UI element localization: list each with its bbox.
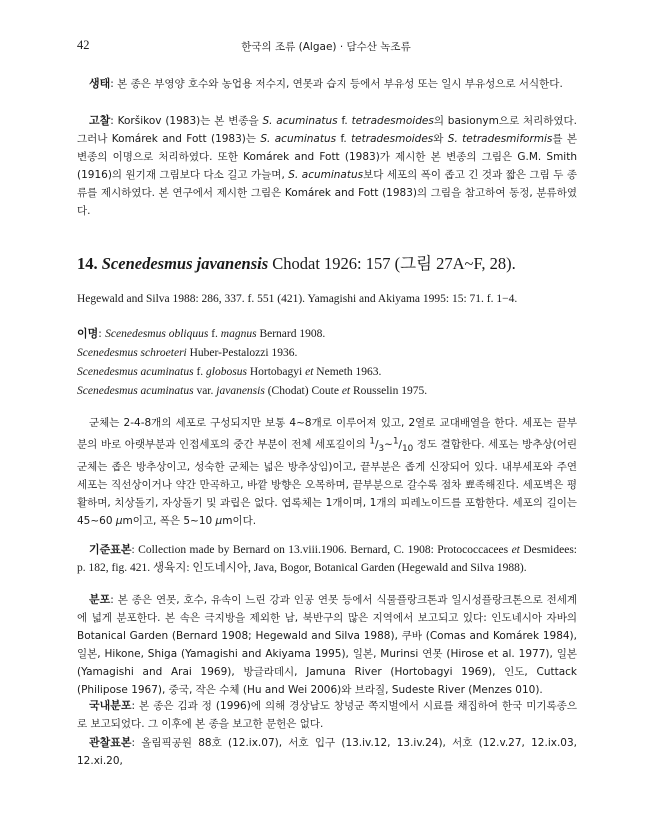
authority: Hortobagyi xyxy=(246,366,306,378)
rank: f. xyxy=(193,366,207,378)
authority-et: et xyxy=(305,366,314,378)
distribution-paragraph xyxy=(77,591,577,699)
remarks-text: 보다 세포의 폭이 좁고 긴 것과 짧은 그림 두 종류를 제시하였다. 본 연구에서 제시한 그림은 Komárek and Fott (1983)의 그림을 참고하여 동정, 분류하였다. xyxy=(77,169,577,217)
authority-et: et xyxy=(341,385,351,397)
colon-separator: : xyxy=(98,328,106,340)
authority: Rousselin 1975. xyxy=(350,385,428,397)
page-header xyxy=(77,38,575,54)
fraction-denominator: 10 xyxy=(402,443,414,454)
taxon-name: S. tetradesmiformis xyxy=(447,133,553,145)
taxon-name: S. acuminatus xyxy=(262,115,338,127)
fraction: $^1/_3$ xyxy=(369,436,385,454)
taxon-name: Scenedesmus schroeteri xyxy=(77,347,187,359)
synonym-line xyxy=(77,382,577,401)
micro-symbol: μ xyxy=(215,514,223,527)
korea-distribution-text: : 본 종은 김과 정 (1996)에 의해 경상남도 창녕군 쪽지벌에서 시료를 채집하여 한국 미기록종으로 보고되었다. 그 이후에 본 종을 보고한 문헌은 없다. xyxy=(77,700,577,730)
rank: var. xyxy=(193,385,217,397)
habitat-text: : 본 종은 부영양 호수와 농업용 저수지, 연못과 습지 등에서 부유성 또는 일시 부유성으로 서식한다. xyxy=(110,78,563,90)
type-specimen-paragraph xyxy=(77,541,577,577)
species-name: Scenedesmus javanensis xyxy=(101,254,269,273)
taxon-name: S. acuminatus xyxy=(288,169,364,181)
taxon-name: magnus xyxy=(220,328,257,340)
fraction-numerator: 1 xyxy=(392,436,399,446)
description-text: m이고, 폭은 5~10 xyxy=(122,514,216,527)
remarks-text: f. xyxy=(336,133,352,145)
type-specimen-text: Desmidees: p. 182, fig. 421. 생육지: 인도네시아, Java, Bogor, Botanical Garden (Hegewald and Silva 1988). xyxy=(77,544,578,574)
remarks-text: : Koršikov (1983)는 본 변종을 xyxy=(110,115,263,127)
synonyms-block xyxy=(77,324,577,401)
synonym-line xyxy=(77,324,577,344)
remarks-text: 의 basionym으로 처리하였다. 그러나 Komárek and Fott (1983)는 xyxy=(77,115,577,145)
fraction: $^1/_{10}$ xyxy=(392,436,414,454)
taxon-name: S. acuminatus xyxy=(260,133,337,145)
synonyms-label: 이명 xyxy=(77,327,99,340)
authority-et: et xyxy=(511,544,520,556)
fraction-denominator: 3 xyxy=(378,443,385,454)
fraction-numerator: 1 xyxy=(369,436,375,446)
page-number: 42 xyxy=(77,38,90,52)
literature-references: Hegewald and Silva 1988: 286, 337. f. 551 (421). Yamagishi and Akiyama 1995: 15: 71. f. 1−4. xyxy=(77,293,518,305)
specimens-text: : 올림픽공원 88호 (12.ix.07), 서호 입구 (13.iv.12, 13.iv.24), 서호 (12.v.27, 12.ix.03, 12.xi.20, xyxy=(77,737,577,767)
synonym-line xyxy=(77,363,577,382)
taxon-name: tetradesmoides xyxy=(351,115,434,127)
taxon-name: globosus xyxy=(206,366,247,378)
authority: Huber-Pestalozzi 1936. xyxy=(186,347,298,359)
description-text: 정도 결합한다. 세포는 방추상(어린 군체는 좁은 방추상이고, 성숙한 군체는 넓은 방추상임)이고, 끝부분은 좁게 신장되어 있다. 내부세포와 주연세포는 직선상이거나 약간 만곡하고, 바깥 방향은 오목하며, 끝부분으로 갈수록 점차 뾰족해진다. 세포벽은 평활하며, 치상돌기, 자상돌기 및 과립은 없다. 엽록체는 1개이며, 1개의 피레노이드를 포함한다. 세포의 길이는 45~60 xyxy=(77,438,577,527)
authority: (Chodat) Coute xyxy=(264,385,342,397)
remarks-text: 를 본 변종의 이명으로 처리하였다. 또한 Komárek and Fott (1983)가 제시한 본 변종의 그림은 G.M. Smith (1916)의 원기재 그림보다 다소 길고 가늘며, xyxy=(77,133,578,181)
species-heading xyxy=(77,253,577,275)
habitat-label: 생태 xyxy=(89,77,111,90)
authority: Nemeth 1963. xyxy=(313,366,382,378)
species-authority: Chodat 1926: 157 (그림 27A~F, 28). xyxy=(268,254,516,273)
range-tilde: ~ xyxy=(384,438,393,451)
taxon-name: Scenedesmus acuminatus xyxy=(77,366,194,378)
description-paragraph xyxy=(77,414,577,530)
specimens-paragraph xyxy=(77,734,577,770)
habitat-paragraph xyxy=(77,75,577,93)
running-title: 한국의 조류 (Algae) · 담수산 녹조류 xyxy=(241,41,411,53)
taxon-name: Scenedesmus obliquus xyxy=(105,328,209,340)
remarks-label: 고찰 xyxy=(89,114,111,127)
korea-distribution-label: 국내분포 xyxy=(89,699,132,712)
species-number: 14. xyxy=(77,254,98,273)
micro-symbol: μ xyxy=(115,514,123,527)
distribution-label: 분포 xyxy=(89,593,111,606)
taxon-name: Scenedesmus acuminatus xyxy=(77,385,194,397)
description-text: m이다. xyxy=(222,514,257,527)
remarks-text: 와 xyxy=(433,133,448,145)
remarks-paragraph xyxy=(77,112,577,220)
type-specimen-label: 기준표본 xyxy=(89,543,132,556)
taxon-name: javanensis xyxy=(216,385,265,397)
type-specimen-text: : Collection made by Bernard on 13.viii.1906. Bernard, C. 1908: Protococcacees xyxy=(131,544,512,556)
synonym-line xyxy=(77,344,577,363)
specimens-label: 관찰표본 xyxy=(89,736,132,749)
description-text: 군체는 2-4-8개의 세포로 구성되지만 보통 4~8개로 이루어져 있고, 2열로 교대배열을 한다. 세포는 끝부분의 바로 아랫부분과 인접세포의 중간 부분이 전체 세포길이의 xyxy=(77,417,577,451)
korea-distribution-paragraph xyxy=(77,697,577,733)
authority: Bernard 1908. xyxy=(256,328,326,340)
rank: f. xyxy=(208,328,221,340)
remarks-text: f. xyxy=(337,115,352,127)
distribution-text: : 본 종은 연못, 호수, 유속이 느린 강과 인공 연못 등에서 식물플랑크톤과 일시성플랑크톤으로 전세계에 넓게 분포한다. 본 속은 극지방을 제외한 남, 북반구의 많은 지역에서 보고되고 있다: 인도네시아 자바의 Botanical Garden (Bernard 1908; Hegewald and Silva 1988), 쿠바 (Comas and Komárek 1984), 일본, Hikone, Shiga (Yamagishi and Akiyama 1995), 일본, Murinsi 연못 (Hirose et al. 1977), 일본 (Yamagishi and Arai 1969), 방글라데시, Jamuna River (Hortobagyi 1969), 인도, Cuttack (Philipose 1967), 중국, 작은 수체 (Hu and Wei 2006)와 브라질, Sudeste River (Menzes 010). xyxy=(77,594,577,696)
taxon-name: tetradesmoides xyxy=(351,133,434,145)
